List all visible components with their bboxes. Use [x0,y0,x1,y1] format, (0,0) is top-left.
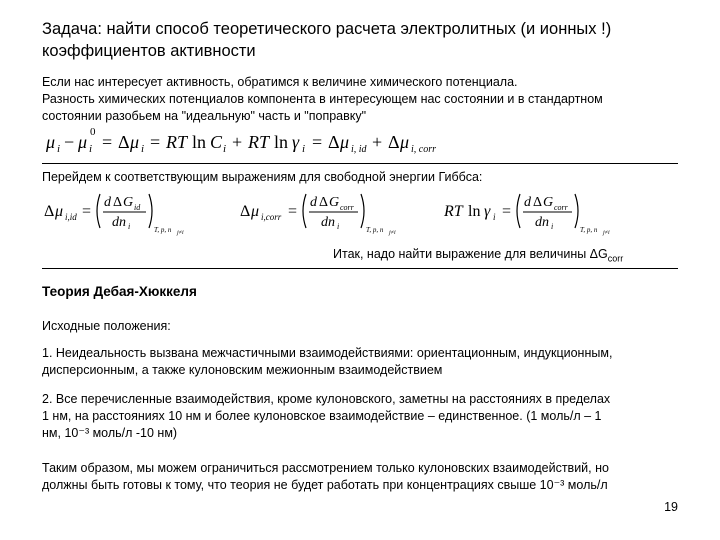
svg-text:j≠i: j≠i [177,230,184,236]
svg-text:i,corr: i,corr [261,212,282,222]
svg-text:dn: dn [321,215,335,230]
svg-text:μ: μ [55,203,64,220]
svg-text:RT: RT [444,203,463,220]
point-2-line-1: 2. Все перечисленные взаимодействия, кроме кулоновского, заметны на расстояниях в пределах [42,392,611,406]
svg-text:T, p, n: T, p, n [580,226,598,234]
svg-text:i: i [337,222,340,231]
svg-text:corr: corr [340,203,354,212]
svg-text:Δ: Δ [533,195,543,210]
ideal-potential-equation [44,194,184,236]
section-title: Теория Дебая-Хюккеля [42,284,197,299]
svg-text:μ: μ [130,132,140,152]
point-1-line-1: 1. Неидеальность вызвана межчастичными взаимодействиями: ориентационным, индукционным, [42,346,613,360]
gibbs-intro: Перейдем к соответствующим выражениям для свободной энергии Гиббса: [42,170,483,184]
slide-title: Задача: найти способ теоретического расчета электролитных (и ионных !) коэффициентов активности [42,20,612,60]
point-2-line-3: нм, 10⁻³ моль/л -10 нм) [42,426,178,440]
conclusion-subscript: corr [607,253,624,264]
summary-line-1: Таким образом, мы можем ограничиться рассмотрением только кулоновских взаимодействий, но [42,461,609,475]
svg-text:Δ: Δ [328,132,340,152]
svg-text:+: + [372,132,383,152]
svg-text:=: = [102,132,113,152]
svg-text:id: id [134,203,141,212]
svg-text:T, p, n: T, p, n [366,226,384,234]
correction-potential-equation [240,194,396,236]
svg-text:i: i [141,143,145,155]
page-number: 19 [664,500,678,514]
svg-text:i: i [128,222,131,231]
svg-text:γ: γ [484,203,491,220]
svg-text:i: i [551,222,554,231]
conclusion-text: Итак, надо найти выражение для величины ΔG [333,247,608,261]
svg-text:i, id: i, id [351,144,367,155]
svg-text:ln: ln [274,132,289,152]
summary-line-2: должны быть готовы к тому, что теория не будет работать при концентрациях свыше 10⁻³ моль/л [42,478,608,492]
intro-line-1: Если нас интересует активность, обратимся к величине химического потенциала. [42,75,518,89]
svg-text:Δ: Δ [118,132,130,152]
divider-2 [42,268,678,269]
svg-text:μ: μ [400,132,410,152]
svg-text:Δ: Δ [240,203,251,220]
svg-text:RT: RT [166,132,188,152]
svg-text:Δ: Δ [44,203,55,220]
svg-text:0: 0 [90,126,96,138]
svg-text:dn: dn [112,215,126,230]
svg-text:d: d [104,195,111,210]
svg-text:RT: RT [248,132,270,152]
intro-line-3: состоянии разобьем на "идеальную" часть и "поправку" [42,109,367,123]
svg-text:+: + [232,132,243,152]
svg-text:corr: corr [554,203,568,212]
svg-text:Δ: Δ [388,132,400,152]
point-2-line-2: 1 нм, на расстояниях 10 нм и более кулоновское взаимодействие – единственное. (1 моль/л – 1 [42,409,602,423]
svg-text:=: = [502,203,512,220]
svg-text:d: d [310,195,317,210]
chemical-potential-equation [42,124,562,160]
svg-text:μ: μ [46,132,56,152]
svg-text:i, corr: i, corr [411,144,436,155]
svg-text:μ: μ [251,203,260,220]
svg-text:d: d [524,195,531,210]
divider-1 [42,163,678,164]
svg-text:T, p, n: T, p, n [154,226,172,234]
conclusion-line [333,246,623,268]
svg-text:=: = [82,203,92,220]
svg-text:dn: dn [535,215,549,230]
svg-text:i: i [57,143,61,155]
svg-text:ln: ln [468,203,481,220]
point-1-line-2: дисперсионным, а также кулоновским межионным взаимодействием [42,363,443,377]
svg-text:−: − [64,132,75,152]
svg-text:j≠i: j≠i [389,230,396,236]
svg-text:i,id: i,id [65,212,77,222]
assumptions-label: Исходные положения: [42,319,171,333]
svg-text:C: C [210,132,223,152]
svg-text:Δ: Δ [113,195,123,210]
svg-text:i: i [493,212,496,222]
svg-text:μ: μ [78,132,88,152]
svg-text:=: = [288,203,298,220]
svg-text:i: i [302,143,306,155]
gibbs-equations [42,186,682,236]
svg-text:i: i [89,143,93,155]
svg-text:ln: ln [192,132,207,152]
svg-text:G: G [543,195,554,210]
svg-text:γ: γ [292,132,300,152]
svg-text:=: = [150,132,161,152]
svg-text:=: = [312,132,323,152]
svg-text:G: G [123,195,134,210]
svg-text:j≠i: j≠i [603,230,610,236]
svg-text:Δ: Δ [319,195,329,210]
activity-coefficient-equation [443,194,610,236]
intro-line-2: Разность химических потенциалов компонента в интересующем нас состоянии и в стандартном [42,92,603,106]
svg-text:i: i [223,143,227,155]
svg-text:μ: μ [340,132,350,152]
svg-text:G: G [329,195,340,210]
